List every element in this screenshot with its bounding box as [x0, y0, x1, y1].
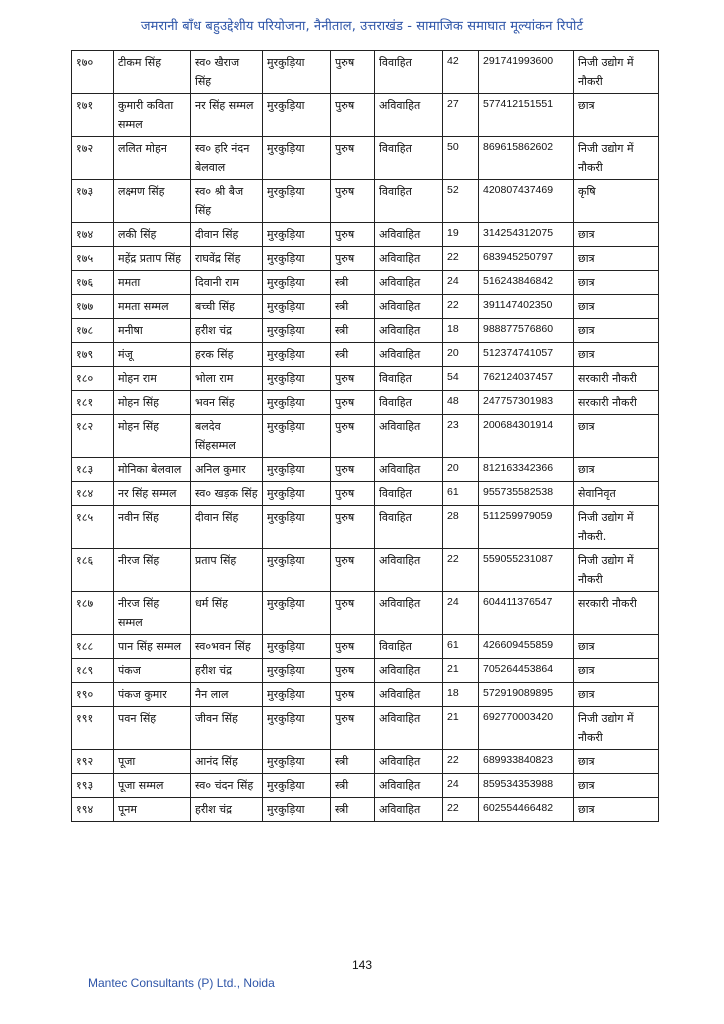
table-row: [72, 367, 659, 391]
gender-cell: पुरुष: [331, 506, 375, 549]
gender-cell: पुरुष: [331, 549, 375, 592]
marital-status-cell: अविवाहित: [375, 458, 443, 482]
serial-number-cell: १७८: [72, 319, 114, 343]
marital-status-cell: अविवाहित: [375, 271, 443, 295]
aadhaar-number-cell: 604411376547: [479, 592, 574, 635]
serial-number-cell: १८४: [72, 482, 114, 506]
marital-status-cell: अविवाहित: [375, 94, 443, 137]
marital-status-cell: अविवाहित: [375, 319, 443, 343]
serial-number-cell: १८७: [72, 592, 114, 635]
occupation-cell: छात्र: [574, 458, 659, 482]
occupation-cell: छात्र: [574, 415, 659, 458]
village-cell: मुरकुड़िया: [263, 683, 331, 707]
gender-cell: पुरुष: [331, 94, 375, 137]
serial-number-cell: १७६: [72, 271, 114, 295]
village-cell: मुरकुड़िया: [263, 367, 331, 391]
serial-number-cell: १८१: [72, 391, 114, 415]
footer-company: Mantec Consultants (P) Ltd., Noida: [88, 976, 275, 990]
father-name-cell: जीवन सिंह: [191, 707, 263, 750]
name-cell: नर सिंह सम्मल: [114, 482, 191, 506]
marital-status-cell: अविवाहित: [375, 683, 443, 707]
serial-number-cell: १७४: [72, 223, 114, 247]
serial-number-cell: १९४: [72, 798, 114, 822]
name-cell: पवन सिंह: [114, 707, 191, 750]
name-cell: नवीन सिंह: [114, 506, 191, 549]
father-name-cell: स्व० खैराज सिंह: [191, 51, 263, 94]
father-name-cell: भवन सिंह: [191, 391, 263, 415]
father-name-cell: भोला राम: [191, 367, 263, 391]
aadhaar-number-cell: 812163342366: [479, 458, 574, 482]
gender-cell: पुरुष: [331, 635, 375, 659]
marital-status-cell: विवाहित: [375, 506, 443, 549]
name-cell: नीरज सिंह: [114, 549, 191, 592]
serial-number-cell: १९०: [72, 683, 114, 707]
occupation-cell: छात्र: [574, 94, 659, 137]
gender-cell: पुरुष: [331, 458, 375, 482]
village-cell: मुरकुड़िया: [263, 659, 331, 683]
gender-cell: पुरुष: [331, 683, 375, 707]
village-cell: मुरकुड़िया: [263, 415, 331, 458]
village-cell: मुरकुड़िया: [263, 592, 331, 635]
table-row: [72, 343, 659, 367]
aadhaar-number-cell: 512374741057: [479, 343, 574, 367]
father-name-cell: प्रताप सिंह: [191, 549, 263, 592]
table-body: [72, 51, 659, 822]
village-cell: मुरकुड़िया: [263, 549, 331, 592]
gender-cell: स्त्री: [331, 295, 375, 319]
table-row: [72, 750, 659, 774]
father-name-cell: स्व०भवन सिंह: [191, 635, 263, 659]
village-cell: मुरकुड़िया: [263, 774, 331, 798]
name-cell: मोहन सिंह: [114, 391, 191, 415]
gender-cell: पुरुष: [331, 137, 375, 180]
marital-status-cell: अविवाहित: [375, 223, 443, 247]
table-row: [72, 482, 659, 506]
father-name-cell: धर्म सिंह: [191, 592, 263, 635]
gender-cell: स्त्री: [331, 343, 375, 367]
occupation-cell: छात्र: [574, 223, 659, 247]
occupation-cell: सरकारी नौकरी: [574, 391, 659, 415]
aadhaar-number-cell: 692770003420: [479, 707, 574, 750]
occupation-cell: छात्र: [574, 271, 659, 295]
occupation-cell: छात्र: [574, 319, 659, 343]
name-cell: पूजा सम्मल: [114, 774, 191, 798]
father-name-cell: हरक सिंह: [191, 343, 263, 367]
age-cell: 61: [443, 482, 479, 506]
gender-cell: स्त्री: [331, 798, 375, 822]
aadhaar-number-cell: 988877576860: [479, 319, 574, 343]
occupation-cell: सरकारी नौकरी: [574, 367, 659, 391]
table-row: [72, 798, 659, 822]
aadhaar-number-cell: 869615862602: [479, 137, 574, 180]
occupation-cell: छात्र: [574, 247, 659, 271]
occupation-cell: निजी उद्योग में नौकरी: [574, 707, 659, 750]
marital-status-cell: अविवाहित: [375, 343, 443, 367]
table-row: [72, 295, 659, 319]
serial-number-cell: १८५: [72, 506, 114, 549]
name-cell: मोनिका बेलवाल: [114, 458, 191, 482]
serial-number-cell: १७१: [72, 94, 114, 137]
age-cell: 23: [443, 415, 479, 458]
age-cell: 22: [443, 750, 479, 774]
name-cell: ममता सम्मल: [114, 295, 191, 319]
name-cell: मोहन सिंह: [114, 415, 191, 458]
occupation-cell: छात्र: [574, 659, 659, 683]
age-cell: 61: [443, 635, 479, 659]
marital-status-cell: अविवाहित: [375, 659, 443, 683]
village-cell: मुरकुड़िया: [263, 798, 331, 822]
name-cell: नीरज सिंह सम्मल: [114, 592, 191, 635]
serial-number-cell: १९२: [72, 750, 114, 774]
serial-number-cell: १८३: [72, 458, 114, 482]
age-cell: 24: [443, 592, 479, 635]
occupation-cell: छात्र: [574, 635, 659, 659]
marital-status-cell: अविवाहित: [375, 295, 443, 319]
table-row: [72, 391, 659, 415]
serial-number-cell: १९१: [72, 707, 114, 750]
serial-number-cell: १७३: [72, 180, 114, 223]
age-cell: 50: [443, 137, 479, 180]
table-row: [72, 458, 659, 482]
aadhaar-number-cell: 426609455859: [479, 635, 574, 659]
age-cell: 54: [443, 367, 479, 391]
village-cell: मुरकुड़िया: [263, 635, 331, 659]
table-row: [72, 415, 659, 458]
marital-status-cell: विवाहित: [375, 137, 443, 180]
age-cell: 52: [443, 180, 479, 223]
occupation-cell: निजी उद्योग में नौकरी: [574, 51, 659, 94]
serial-number-cell: १८८: [72, 635, 114, 659]
marital-status-cell: अविवाहित: [375, 415, 443, 458]
table-row: [72, 319, 659, 343]
age-cell: 22: [443, 247, 479, 271]
gender-cell: पुरुष: [331, 391, 375, 415]
table-row: [72, 94, 659, 137]
aadhaar-number-cell: 859534353988: [479, 774, 574, 798]
marital-status-cell: अविवाहित: [375, 247, 443, 271]
gender-cell: पुरुष: [331, 707, 375, 750]
village-cell: मुरकुड़िया: [263, 482, 331, 506]
village-cell: मुरकुड़िया: [263, 137, 331, 180]
occupation-cell: छात्र: [574, 798, 659, 822]
village-cell: मुरकुड़िया: [263, 94, 331, 137]
father-name-cell: हरीश चंद्र: [191, 659, 263, 683]
marital-status-cell: अविवाहित: [375, 774, 443, 798]
gender-cell: पुरुष: [331, 592, 375, 635]
name-cell: लक्ष्मण सिंह: [114, 180, 191, 223]
father-name-cell: राघवेंद्र सिंह: [191, 247, 263, 271]
aadhaar-number-cell: 689933840823: [479, 750, 574, 774]
age-cell: 19: [443, 223, 479, 247]
father-name-cell: हरीश चंद्र: [191, 319, 263, 343]
aadhaar-number-cell: 683945250797: [479, 247, 574, 271]
age-cell: 48: [443, 391, 479, 415]
age-cell: 18: [443, 683, 479, 707]
name-cell: लकी सिंह: [114, 223, 191, 247]
gender-cell: पुरुष: [331, 415, 375, 458]
aadhaar-number-cell: 955735582538: [479, 482, 574, 506]
table-row: [72, 506, 659, 549]
age-cell: 22: [443, 295, 479, 319]
page-number: 143: [351, 958, 373, 972]
occupation-cell: निजी उद्योग में नौकरी: [574, 549, 659, 592]
marital-status-cell: विवाहित: [375, 391, 443, 415]
name-cell: कुमारी कविता सम्मल: [114, 94, 191, 137]
marital-status-cell: विवाहित: [375, 51, 443, 94]
father-name-cell: बलदेव सिंहसम्मल: [191, 415, 263, 458]
name-cell: टीकम सिंह: [114, 51, 191, 94]
gender-cell: पुरुष: [331, 482, 375, 506]
village-cell: मुरकुड़िया: [263, 506, 331, 549]
serial-number-cell: १८६: [72, 549, 114, 592]
gender-cell: पुरुष: [331, 223, 375, 247]
occupation-cell: छात्र: [574, 295, 659, 319]
father-name-cell: दिवानी राम: [191, 271, 263, 295]
name-cell: पान सिंह सम्मल: [114, 635, 191, 659]
gender-cell: स्त्री: [331, 750, 375, 774]
serial-number-cell: १७५: [72, 247, 114, 271]
table-row: [72, 223, 659, 247]
serial-number-cell: १७७: [72, 295, 114, 319]
table-row: [72, 271, 659, 295]
father-name-cell: दीवान सिंह: [191, 223, 263, 247]
table-row: [72, 549, 659, 592]
occupation-cell: छात्र: [574, 750, 659, 774]
aadhaar-number-cell: 602554466482: [479, 798, 574, 822]
father-name-cell: आनंद सिंह: [191, 750, 263, 774]
aadhaar-number-cell: 247757301983: [479, 391, 574, 415]
marital-status-cell: विवाहित: [375, 635, 443, 659]
gender-cell: स्त्री: [331, 319, 375, 343]
aadhaar-number-cell: 559055231087: [479, 549, 574, 592]
occupation-cell: कृषि: [574, 180, 659, 223]
name-cell: पंकज: [114, 659, 191, 683]
aadhaar-number-cell: 762124037457: [479, 367, 574, 391]
village-cell: मुरकुड़िया: [263, 51, 331, 94]
serial-number-cell: १७९: [72, 343, 114, 367]
marital-status-cell: अविवाहित: [375, 707, 443, 750]
aadhaar-number-cell: 705264453864: [479, 659, 574, 683]
village-cell: मुरकुड़िया: [263, 223, 331, 247]
aadhaar-number-cell: 420807437469: [479, 180, 574, 223]
gender-cell: पुरुष: [331, 247, 375, 271]
age-cell: 20: [443, 458, 479, 482]
age-cell: 22: [443, 549, 479, 592]
age-cell: 27: [443, 94, 479, 137]
occupation-cell: निजी उद्योग में नौकरी.: [574, 506, 659, 549]
age-cell: 21: [443, 659, 479, 683]
age-cell: 24: [443, 271, 479, 295]
table-row: [72, 683, 659, 707]
table-row: [72, 51, 659, 94]
marital-status-cell: अविवाहित: [375, 798, 443, 822]
aadhaar-number-cell: 200684301914: [479, 415, 574, 458]
name-cell: पंकज कुमार: [114, 683, 191, 707]
gender-cell: पुरुष: [331, 659, 375, 683]
father-name-cell: स्व० हरि नंदन बेलवाल: [191, 137, 263, 180]
marital-status-cell: अविवाहित: [375, 549, 443, 592]
name-cell: मनीषा: [114, 319, 191, 343]
village-cell: मुरकुड़िया: [263, 247, 331, 271]
table-row: [72, 774, 659, 798]
serial-number-cell: १८२: [72, 415, 114, 458]
serial-number-cell: १८९: [72, 659, 114, 683]
table-row: [72, 635, 659, 659]
marital-status-cell: अविवाहित: [375, 592, 443, 635]
village-cell: मुरकुड़िया: [263, 343, 331, 367]
aadhaar-number-cell: 577412151551: [479, 94, 574, 137]
village-cell: मुरकुड़िया: [263, 319, 331, 343]
name-cell: ममता: [114, 271, 191, 295]
name-cell: महेंद्र प्रताप सिंह: [114, 247, 191, 271]
age-cell: 21: [443, 707, 479, 750]
village-cell: मुरकुड़िया: [263, 391, 331, 415]
occupation-cell: सरकारी नौकरी: [574, 592, 659, 635]
aadhaar-number-cell: 391147402350: [479, 295, 574, 319]
gender-cell: स्त्री: [331, 774, 375, 798]
occupation-cell: निजी उद्योग में नौकरी: [574, 137, 659, 180]
village-cell: मुरकुड़िया: [263, 295, 331, 319]
report-header: जमरानी बाँध बहुउद्देशीय परियोजना, नैनीताल, उत्तराखंड - सामाजिक समाघात मूल्यांकन रिपोर्ट: [140, 19, 584, 34]
village-cell: मुरकुड़िया: [263, 458, 331, 482]
father-name-cell: अनिल कुमार: [191, 458, 263, 482]
marital-status-cell: अविवाहित: [375, 750, 443, 774]
father-name-cell: हरीश चंद्र: [191, 798, 263, 822]
village-cell: मुरकुड़िया: [263, 750, 331, 774]
marital-status-cell: विवाहित: [375, 180, 443, 223]
age-cell: 42: [443, 51, 479, 94]
father-name-cell: स्व० खड़क सिंह: [191, 482, 263, 506]
age-cell: 18: [443, 319, 479, 343]
occupation-cell: सेवानिवृत: [574, 482, 659, 506]
name-cell: ललित मोहन: [114, 137, 191, 180]
table-row: [72, 137, 659, 180]
father-name-cell: नैन लाल: [191, 683, 263, 707]
table-row: [72, 247, 659, 271]
table-row: [72, 659, 659, 683]
father-name-cell: नर सिंह सम्मल: [191, 94, 263, 137]
marital-status-cell: विवाहित: [375, 367, 443, 391]
name-cell: मोहन राम: [114, 367, 191, 391]
occupation-cell: छात्र: [574, 343, 659, 367]
table-row: [72, 592, 659, 635]
village-cell: मुरकुड़िया: [263, 271, 331, 295]
age-cell: 20: [443, 343, 479, 367]
village-cell: मुरकुड़िया: [263, 707, 331, 750]
age-cell: 22: [443, 798, 479, 822]
gender-cell: स्त्री: [331, 271, 375, 295]
father-name-cell: स्व० चंदन सिंह: [191, 774, 263, 798]
marital-status-cell: विवाहित: [375, 482, 443, 506]
age-cell: 24: [443, 774, 479, 798]
occupation-cell: छात्र: [574, 774, 659, 798]
gender-cell: पुरुष: [331, 367, 375, 391]
age-cell: 28: [443, 506, 479, 549]
father-name-cell: बच्ची सिंह: [191, 295, 263, 319]
father-name-cell: स्व० श्री बैज सिंह: [191, 180, 263, 223]
name-cell: पूनम: [114, 798, 191, 822]
occupation-cell: छात्र: [574, 683, 659, 707]
father-name-cell: दीवान सिंह: [191, 506, 263, 549]
aadhaar-number-cell: 314254312075: [479, 223, 574, 247]
table-row: [72, 707, 659, 750]
table-row: [72, 180, 659, 223]
village-cell: मुरकुड़िया: [263, 180, 331, 223]
household-members-table: [71, 50, 659, 822]
name-cell: पूजा: [114, 750, 191, 774]
aadhaar-number-cell: 516243846842: [479, 271, 574, 295]
serial-number-cell: १८०: [72, 367, 114, 391]
aadhaar-number-cell: 291741993600: [479, 51, 574, 94]
serial-number-cell: १७०: [72, 51, 114, 94]
gender-cell: पुरुष: [331, 180, 375, 223]
serial-number-cell: १७२: [72, 137, 114, 180]
aadhaar-number-cell: 511259979059: [479, 506, 574, 549]
aadhaar-number-cell: 572919089895: [479, 683, 574, 707]
name-cell: मंजू: [114, 343, 191, 367]
gender-cell: पुरुष: [331, 51, 375, 94]
serial-number-cell: १९३: [72, 774, 114, 798]
